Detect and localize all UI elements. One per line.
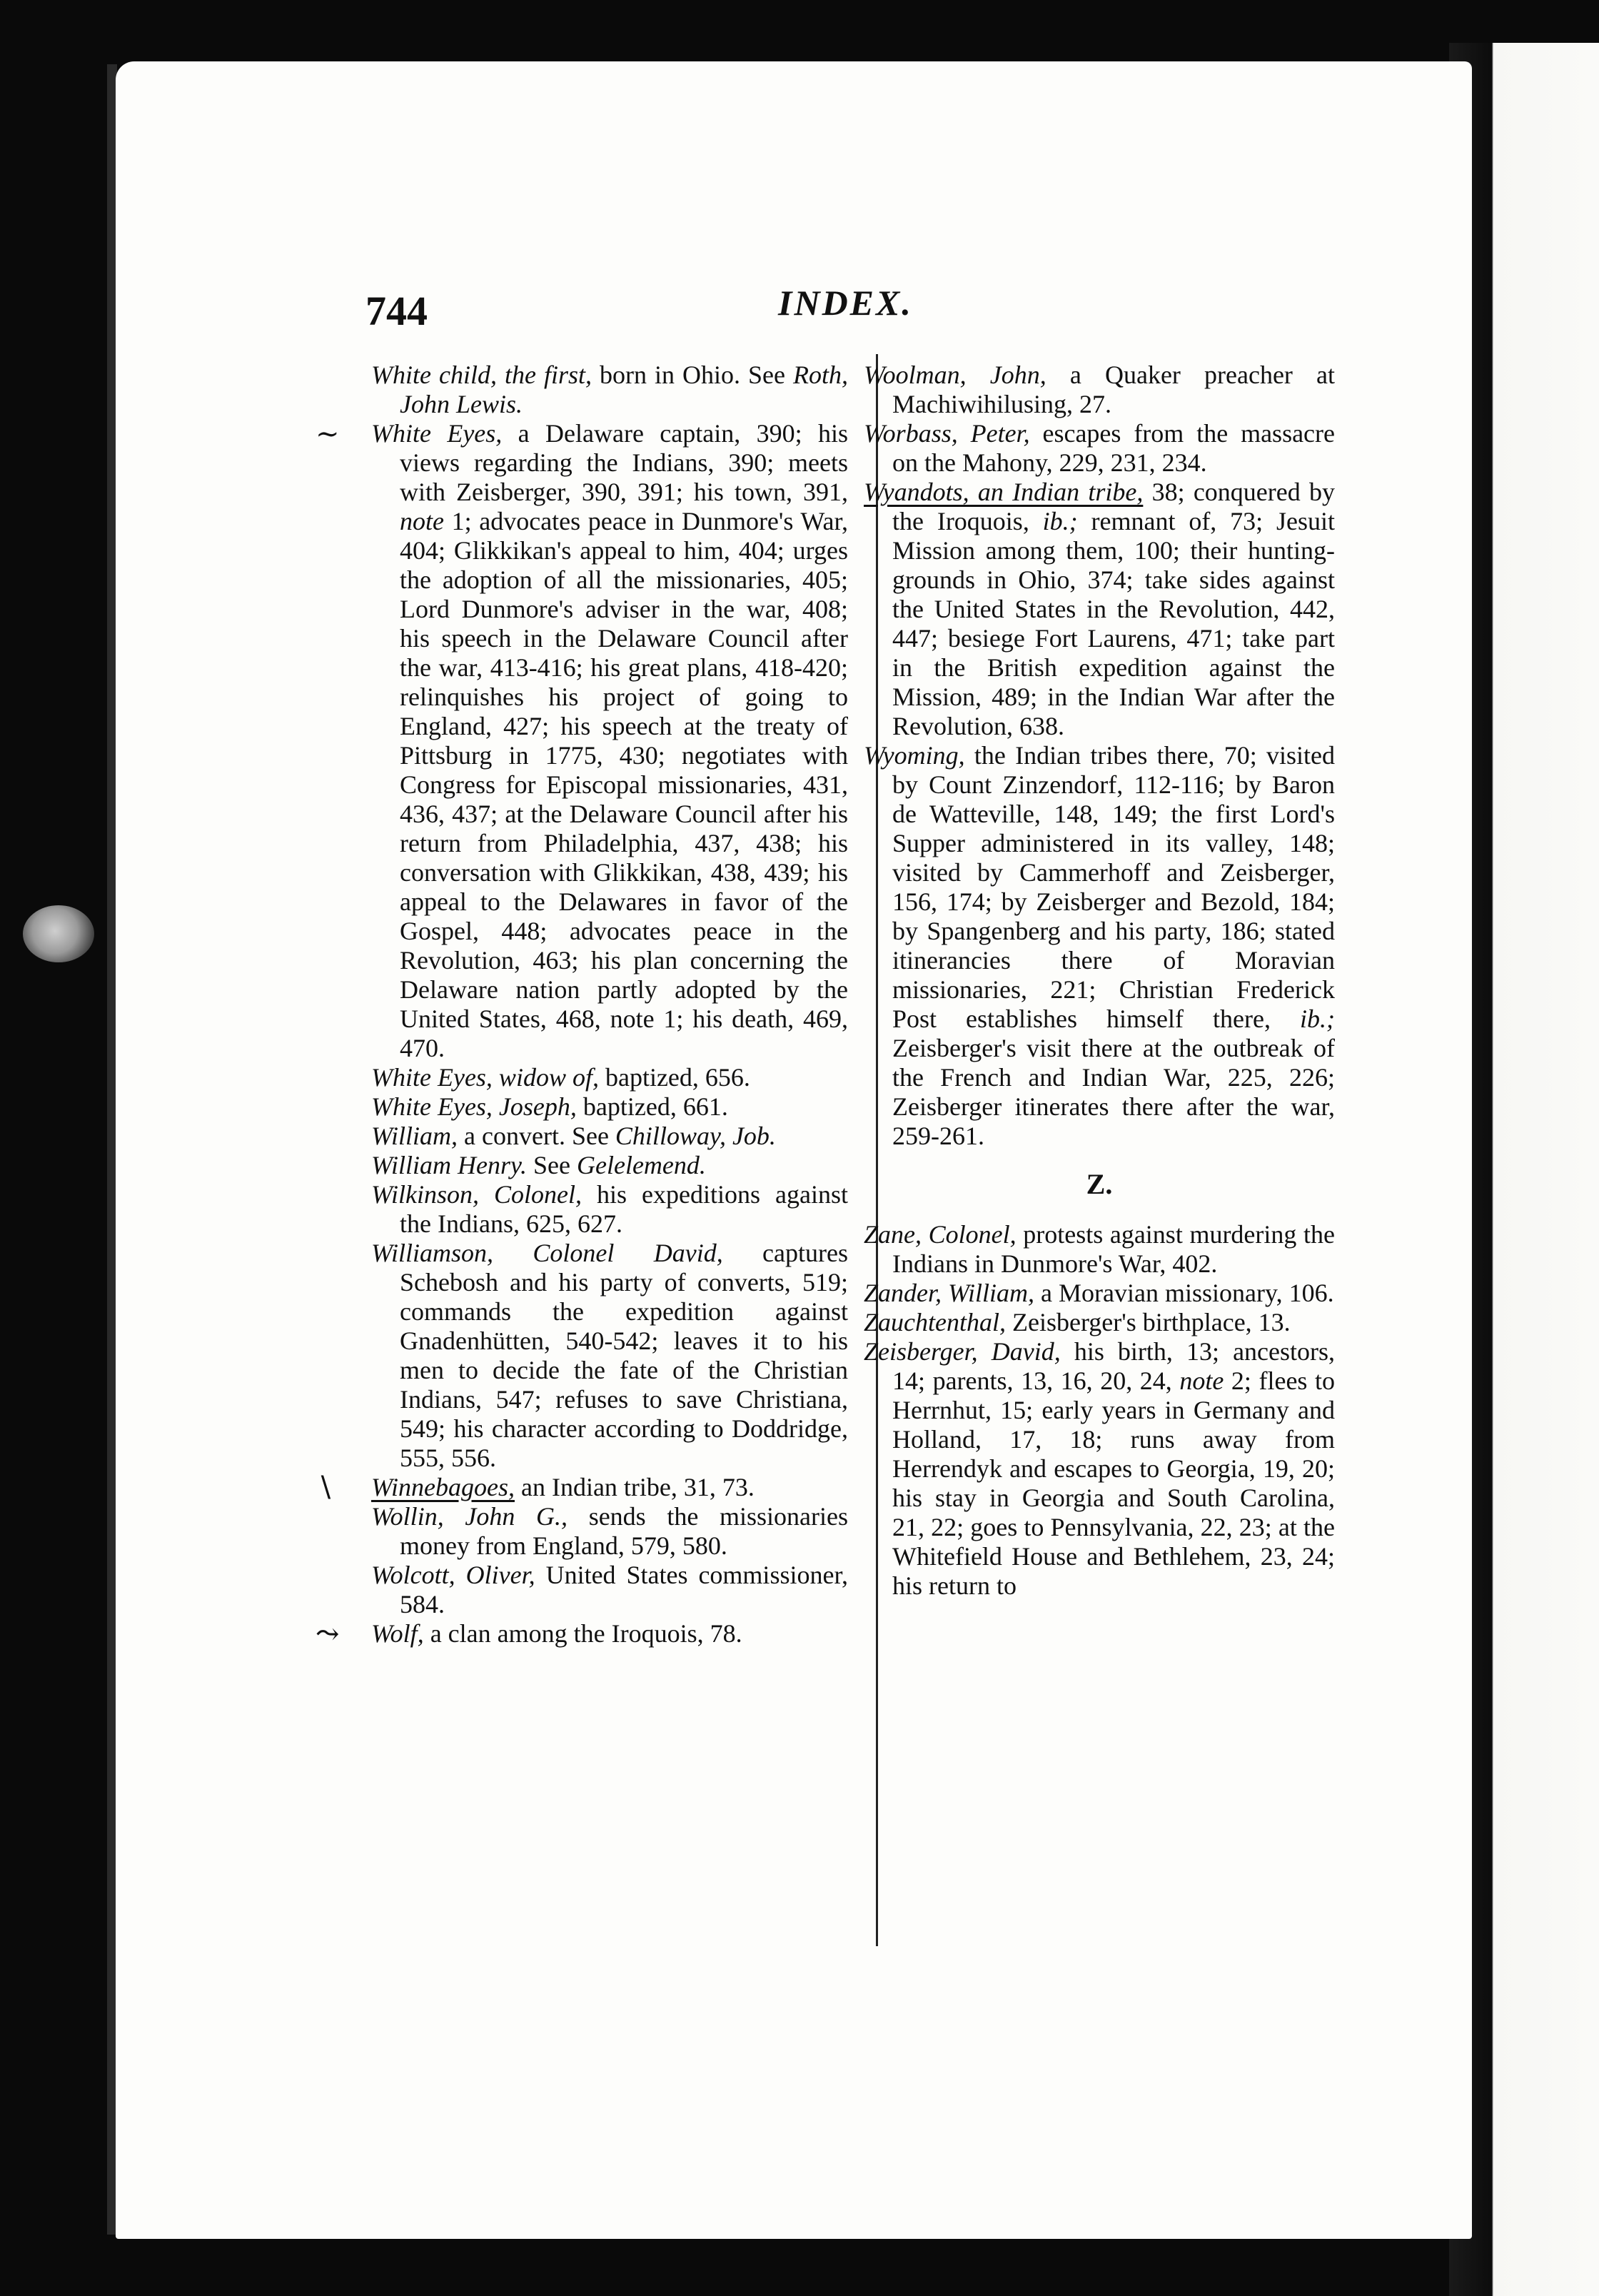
index-entry: Wollin, John G., sends the missionaries money from England, 579, 580.: [371, 1502, 848, 1560]
index-entry: ⤳ Wolf, a clan among the Iroquois, 78.: [316, 1618, 742, 1650]
index-entry: Zeisberger, David, his birth, 13; ancestors, 14; parents, 13, 16, 20, 24, note 2; flees to Herrnhut, 15; early years in Germany and Holland, 17, 18; runs away from Herrendyk and escapes to Georgia, 19, 20; his stay in Georgia and South Carolina, 21, 22; goes to Pennsylvania, 22, 23; at the Whitefield House and Bethlehem, 23, 24; his return to: [864, 1337, 1336, 1600]
section-letter: Z.: [1086, 1168, 1113, 1200]
index-entry: Williamson, Colonel David, captures Schebosh and his party of converts, 519; commands the expedition against Gnadenhütten, 540-542; leaves it to his men to decide the fate of the Christian Indians, 547; refuses to save Christiana, 549; his character according to Doddridge, 555, 556.: [371, 1239, 848, 1472]
index-entry: White Eyes, Joseph, baptized, 661.: [371, 1092, 728, 1121]
index-entry: White Eyes, widow of, baptized, 656.: [371, 1063, 750, 1092]
scan-smudge: [23, 905, 94, 962]
page-number: 744: [365, 288, 428, 334]
margin-mark: ∼: [316, 418, 340, 450]
index-entry: William Henry. See Gelelemend.: [371, 1151, 706, 1179]
right-column: [864, 361, 1335, 1601]
index-entry: Wolcott, Oliver, United States commissioner, 584.: [371, 1561, 848, 1618]
index-entry: Zauchtenthal, Zeisberger's birthplace, 13.: [864, 1308, 1291, 1336]
index-entry: Wyandots, an Indian tribe, 38; conquered by the Iroquois, ib.; remnant of, 73; Jesuit Mission among them, 100; their hunting-grounds in Ohio, 374; take sides against the United States in the Revolution, 442, 447; besiege Fort Laurens, 471; take part in the British expedition against the Mission, 489; in the Indian War after the Revolution, 638.: [864, 478, 1335, 740]
margin-mark: ⤳: [316, 1618, 340, 1650]
index-entry: ∖ Winnebagoes, an Indian tribe, 31, 73.: [316, 1471, 755, 1504]
index-entry: Zane, Colonel, protests against murdering the Indians in Dunmore's War, 402.: [864, 1220, 1336, 1278]
index-entry: Woolman, John, a Quaker preacher at Machiwihilusing, 27.: [864, 361, 1335, 418]
left-column: [316, 361, 848, 1650]
index-entry: Worbass, Peter, escapes from the massacre on the Mahony, 229, 231, 234.: [864, 419, 1335, 477]
running-head: INDEX.: [778, 283, 913, 323]
index-entry: Wilkinson, Colonel, his expeditions against the Indians, 625, 627.: [371, 1180, 848, 1238]
margin-mark: ∖: [316, 1471, 334, 1504]
index-entry: ∼ White Eyes, a Delaware captain, 390; his views regarding the Indians, 390; meets with Zeisberger, 390, 391; his town, 391, note 1; advocates peace in Dunmore's War, 404; Glikkikan's appeal to him, 404; urges the adoption of all the missionaries, 405; Lord Dunmore's adviser in the war, 408; his speech in the Delaware Council after the war, 413-416; his great plans, 418-420; relinquishes his project of going to England, 427; his speech at the treaty of Pittsburg in 1775, 430; negotiates with Congress for Episcopal missionaries, 431, 436, 437; at the Delaware Council after his return from Philadelphia, 437, 438; his conversation with Glikkikan, 438, 439; his appeal to the Delawares in favor of the Gospel, 448; advocates peace in the Revolution, 463; his plan concerning the Delaware nation partly adopted by the United States, 468, note 1; his death, 469, 470.: [316, 418, 848, 1062]
index-entry: White child, the first, born in Ohio. See Roth, John Lewis.: [371, 361, 848, 418]
index-entry: Wyoming, the Indian tribes there, 70; visited by Count Zinzendorf, 112-116; by Baron de Watteville, 148, 149; the first Lord's Supper administered in its valley, 148; visited by Cammerhoff and Zeisberger, 156, 174; by Zeisberger and Bezold, 184; by Spangenberg and his party, 186; stated itinerancies there of Moravian missionaries, 221; Christian Frederick Post establishes himself there, ib.; Zeisberger's visit there at the outbreak of the French and Indian War, 225, 226; Zeisberger itinerates there after the war, 259-261.: [864, 741, 1335, 1150]
index-entry: Zander, William, a Moravian missionary, 106.: [864, 1279, 1334, 1307]
index-entry: William, a convert. See Chilloway, Job.: [371, 1122, 776, 1150]
